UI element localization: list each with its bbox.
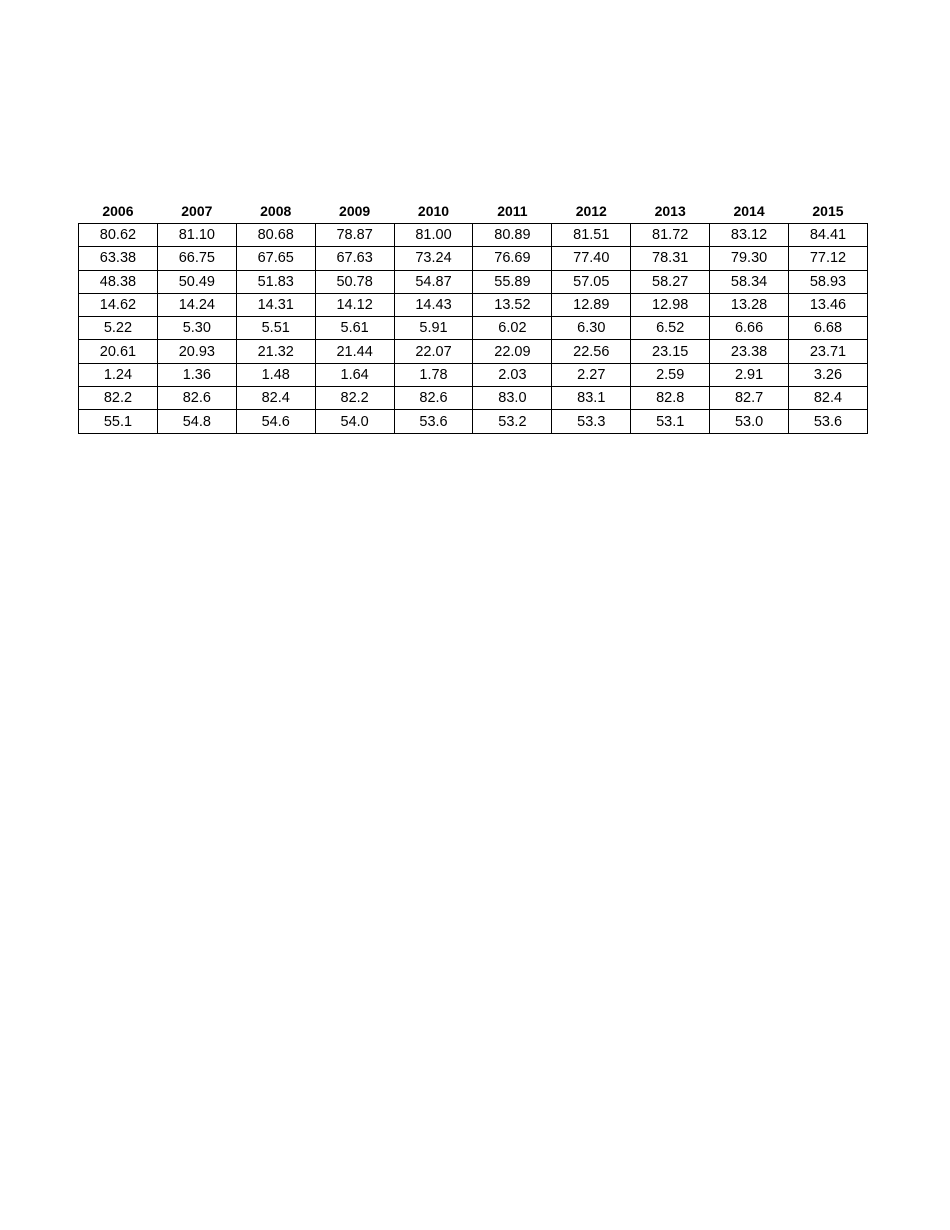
table-cell: 66.75 (157, 247, 236, 270)
table-cell: 21.44 (315, 340, 394, 363)
table-cell: 5.51 (236, 317, 315, 340)
table-cell: 82.4 (789, 387, 868, 410)
column-header: 2011 (497, 203, 528, 219)
table-cell: 83.12 (710, 224, 789, 247)
table-cell: 82.6 (394, 387, 473, 410)
table-cell: 78.87 (315, 224, 394, 247)
table-cell: 58.27 (631, 270, 710, 293)
table-row (79, 410, 868, 433)
table-cell: 82.2 (79, 387, 158, 410)
table-cell: 1.64 (315, 363, 394, 386)
table-cell: 82.4 (236, 387, 315, 410)
table-cell: 67.65 (236, 247, 315, 270)
table-cell: 13.28 (710, 293, 789, 316)
column-header: 2010 (417, 203, 450, 219)
table-cell: 76.69 (473, 247, 552, 270)
data-sheet (78, 200, 867, 434)
table-cell: 14.24 (157, 293, 236, 316)
table-cell: 22.56 (552, 340, 631, 363)
table-row (79, 293, 868, 316)
table-cell: 54.87 (394, 270, 473, 293)
table-row (79, 317, 868, 340)
table-cell: 73.24 (394, 247, 473, 270)
table-cell: 5.61 (315, 317, 394, 340)
table-cell: 58.93 (789, 270, 868, 293)
table-body (79, 224, 868, 434)
table-cell: 63.38 (79, 247, 158, 270)
table-cell: 21.32 (236, 340, 315, 363)
table-cell: 14.31 (236, 293, 315, 316)
table-cell: 54.6 (236, 410, 315, 433)
table-cell: 2.03 (473, 363, 552, 386)
table-cell: 58.34 (710, 270, 789, 293)
table-cell: 14.43 (394, 293, 473, 316)
table-cell: 13.52 (473, 293, 552, 316)
table-cell: 82.2 (315, 387, 394, 410)
table-row (79, 387, 868, 410)
table-cell: 50.49 (157, 270, 236, 293)
table-cell: 2.91 (710, 363, 789, 386)
table-cell: 53.2 (473, 410, 552, 433)
column-header: 2012 (575, 203, 607, 219)
table-cell: 3.26 (789, 363, 868, 386)
table-cell: 22.09 (473, 340, 552, 363)
table-cell: 13.46 (789, 293, 868, 316)
table-cell: 81.72 (631, 224, 710, 247)
table-cell: 83.0 (473, 387, 552, 410)
table-cell: 55.89 (473, 270, 552, 293)
table-cell: 67.63 (315, 247, 394, 270)
table-cell: 1.48 (236, 363, 315, 386)
table-cell: 54.0 (315, 410, 394, 433)
table-cell: 80.62 (79, 224, 158, 247)
table-cell: 53.1 (631, 410, 710, 433)
table-row (79, 363, 868, 386)
table-cell: 12.98 (631, 293, 710, 316)
table-cell: 53.6 (789, 410, 868, 433)
table-cell: 14.62 (79, 293, 158, 316)
table-cell: 1.24 (79, 363, 158, 386)
table-cell: 6.52 (631, 317, 710, 340)
table-cell: 2.59 (631, 363, 710, 386)
table-cell: 84.41 (789, 224, 868, 247)
table-cell: 50.78 (315, 270, 394, 293)
table-cell: 77.40 (552, 247, 631, 270)
table-cell: 81.51 (552, 224, 631, 247)
table-row (79, 247, 868, 270)
table-cell: 1.78 (394, 363, 473, 386)
table-cell: 20.93 (157, 340, 236, 363)
table-cell: 54.8 (157, 410, 236, 433)
table-cell: 1.36 (157, 363, 236, 386)
table-cell: 81.10 (157, 224, 236, 247)
table-cell: 55.1 (79, 410, 158, 433)
table-cell: 6.02 (473, 317, 552, 340)
table-cell: 14.12 (315, 293, 394, 316)
table-cell: 2.27 (552, 363, 631, 386)
column-header: 2014 (733, 203, 765, 219)
table-cell: 6.66 (710, 317, 789, 340)
column-header: 2015 (812, 203, 844, 219)
table-cell: 5.30 (157, 317, 236, 340)
table-cell: 80.68 (236, 224, 315, 247)
table-cell: 5.91 (394, 317, 473, 340)
table-cell: 23.71 (789, 340, 868, 363)
table-cell: 82.8 (631, 387, 710, 410)
data-table (78, 200, 868, 434)
table-cell: 82.6 (157, 387, 236, 410)
table-cell: 22.07 (394, 340, 473, 363)
table-cell: 6.30 (552, 317, 631, 340)
table-cell: 20.61 (79, 340, 158, 363)
table-cell: 53.3 (552, 410, 631, 433)
column-header: 2009 (339, 203, 371, 219)
column-header: 2007 (181, 203, 213, 219)
table-row (79, 340, 868, 363)
header-row (79, 200, 868, 224)
table-cell: 53.6 (394, 410, 473, 433)
table-cell: 82.7 (710, 387, 789, 410)
column-header: 2006 (102, 203, 134, 219)
table-cell: 78.31 (631, 247, 710, 270)
table-cell: 81.00 (394, 224, 473, 247)
table-cell: 57.05 (552, 270, 631, 293)
table-cell: 12.89 (552, 293, 631, 316)
table-cell: 23.15 (631, 340, 710, 363)
table-cell: 53.0 (710, 410, 789, 433)
table-row (79, 224, 868, 247)
column-header: 2008 (260, 203, 292, 219)
table-cell: 51.83 (236, 270, 315, 293)
table-row (79, 270, 868, 293)
table-cell: 77.12 (789, 247, 868, 270)
column-header: 2013 (654, 203, 686, 219)
table-cell: 83.1 (552, 387, 631, 410)
table-cell: 23.38 (710, 340, 789, 363)
table-cell: 5.22 (79, 317, 158, 340)
table-cell: 79.30 (710, 247, 789, 270)
table-cell: 80.89 (473, 224, 552, 247)
table-cell: 48.38 (79, 270, 158, 293)
table-cell: 6.68 (789, 317, 868, 340)
